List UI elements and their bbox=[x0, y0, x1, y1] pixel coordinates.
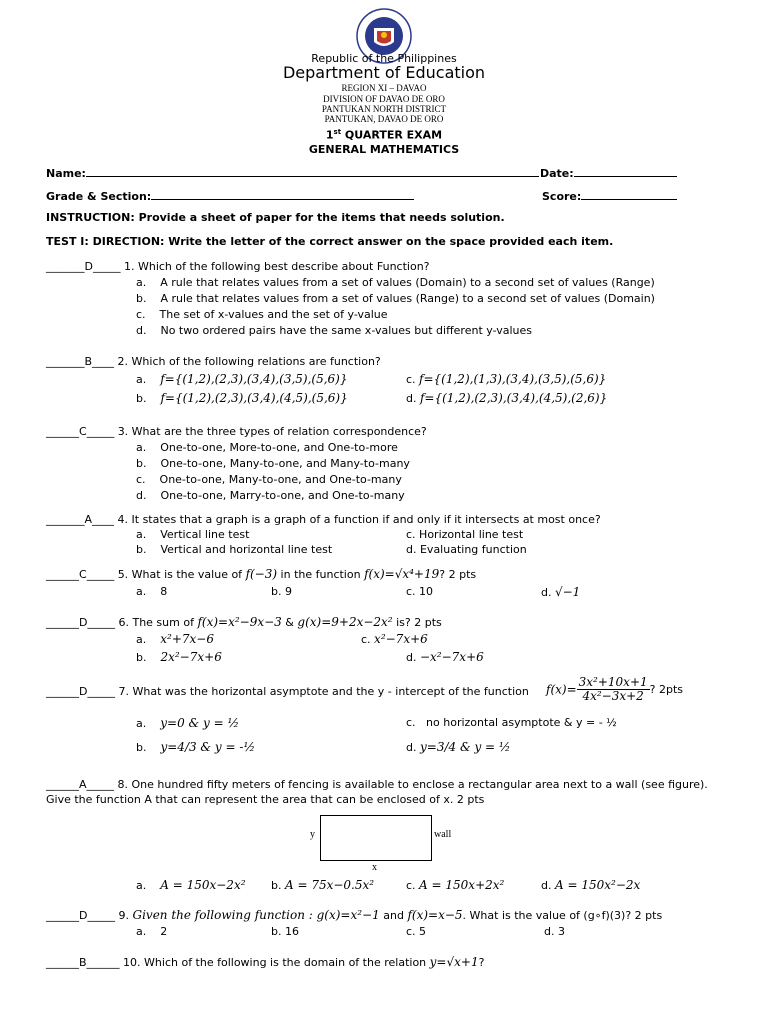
q7-option-a: a. y=0 & y = ½ bbox=[136, 716, 240, 730]
question-5: ______C_____ 5. What is the value of f(−3) in the function f(x)=√x⁴+19? 2 pts bbox=[46, 567, 477, 581]
instruction-text: INSTRUCTION: Provide a sheet of paper for the items that needs solution. bbox=[46, 211, 505, 224]
question-3: ______C_____ 3. What are the three types of relation correspondence? bbox=[46, 425, 427, 438]
region-label: REGION XI – DAVAO bbox=[341, 83, 427, 93]
q7-option-c: c. no horizontal asymptote & y = - ½ bbox=[406, 716, 617, 729]
q5-option-c: c. 10 bbox=[406, 585, 434, 598]
question-8: ______A_____ 8. One hundred fifty meters of fencing is available to enclose a rectangular area next to a wall (see figure). bbox=[46, 778, 708, 791]
date-field[interactable]: Date: bbox=[540, 166, 677, 180]
score-field[interactable]: Score: bbox=[542, 189, 677, 203]
q3-option-b: b. One-to-one, Many-to-one, and Many-to-many bbox=[136, 457, 410, 470]
question-8-line2: Give the function A that can represent the area that can be enclosed of x. 2 pts bbox=[46, 793, 485, 806]
fence-figure bbox=[320, 815, 432, 861]
figure-wall-label: wall bbox=[434, 829, 452, 840]
question-1: _______D_____ 1. Which of the following best describe about Function? bbox=[46, 260, 430, 273]
test1-direction: TEST I: DIRECTION: Write the letter of the correct answer on the space provided each item. bbox=[46, 235, 614, 248]
q8-option-d: d. A = 150x²−2x bbox=[541, 878, 641, 892]
figure-y-label: y bbox=[310, 829, 315, 840]
q9-option-c: c. 5 bbox=[406, 925, 427, 938]
question-2: _______B____ 2. Which of the following relations are function? bbox=[46, 355, 381, 368]
q3-option-a: a. One-to-one, More-to-one, and One-to-more bbox=[136, 441, 398, 454]
question-7-function: f(x)= $\frac{\text{3x²+10x+1}}{\text{4x²−3x+2}}$ ? 2pts bbox=[546, 675, 684, 703]
q6-option-b: b. 2x²−7x+6 bbox=[136, 650, 222, 664]
q9-option-a: a. 2 bbox=[136, 925, 168, 938]
q3-option-d: d. One-to-one, Marry-to-one, and One-to-many bbox=[136, 489, 405, 502]
question-7-text: ______D_____ 7. What was the horizontal asymptote and the y - intercept of the function bbox=[46, 685, 529, 698]
q2-option-c: c. f={(1,2),(1,3),(3,4),(3,5),(5,6)} bbox=[406, 372, 607, 386]
q5-option-d: d. √−1 bbox=[541, 585, 581, 599]
q5-option-a: a. 8 bbox=[136, 585, 168, 598]
q1-option-d: d. No two ordered pairs have the same x-values but different y-values bbox=[136, 324, 533, 337]
q1-option-c: c. The set of x-values and the set of y-value bbox=[136, 308, 388, 321]
q6-option-c: c. x²−7x+6 bbox=[361, 632, 428, 646]
question-9: ______D_____ 9. Given the following function : g(x)=x²−1 and f(x)=x−5. What is the value of (g∘f)(3)? 2 pts bbox=[46, 908, 663, 922]
q2-option-b: b. f={(1,2),(2,3),(3,4),(4,5),(5,6)} bbox=[136, 391, 348, 405]
q4-option-b: b. Vertical and horizontal line test bbox=[136, 543, 333, 556]
q4-option-d: d. Evaluating function bbox=[406, 543, 527, 556]
subject-title: GENERAL MATHEMATICS bbox=[308, 143, 460, 156]
q8-option-a: a. A = 150x−2x² bbox=[136, 878, 246, 892]
q2-option-d: d. f={(1,2),(2,3),(3,4),(4,5),(2,6)} bbox=[406, 391, 608, 405]
question-6: ______D_____ 6. The sum of f(x)=x²−9x−3 & g(x)=9+2x−2x² is? 2 pts bbox=[46, 615, 442, 629]
q7-option-d: d. y=3/4 & y = ½ bbox=[406, 740, 511, 754]
division-label: DIVISION OF DAVAO DE ORO bbox=[323, 94, 445, 104]
grade-section-field[interactable]: Grade & Section: bbox=[46, 189, 414, 203]
q7-option-b: b. y=4/3 & y = -½ bbox=[136, 740, 256, 754]
figure-x-label: x bbox=[372, 862, 377, 873]
name-field[interactable]: Name: bbox=[46, 166, 539, 180]
q8-option-b: b. A = 75x−0.5x² bbox=[271, 878, 375, 892]
q6-option-d: d. −x²−7x+6 bbox=[406, 650, 484, 664]
q5-option-b: b. 9 bbox=[271, 585, 292, 598]
q8-option-c: c. A = 150x+2x² bbox=[406, 878, 505, 892]
exam-title: 1st QUARTER EXAM bbox=[325, 128, 443, 142]
q9-option-b: b. 16 bbox=[271, 925, 299, 938]
q6-option-a: a. x²+7x−6 bbox=[136, 632, 214, 646]
q9-option-d: d. 3 bbox=[544, 925, 565, 938]
q1-option-b: b. A rule that relates values from a set of values (Range) to a second set of values (Domain) bbox=[136, 292, 655, 305]
q4-option-a: a. Vertical line test bbox=[136, 528, 250, 541]
question-4: _______A____ 4. It states that a graph is a graph of a function if and only if it intersects at most once? bbox=[46, 513, 601, 526]
district-label: PANTUKAN NORTH DISTRICT bbox=[321, 104, 447, 114]
q4-option-c: c. Horizontal line test bbox=[406, 528, 524, 541]
location-label: PANTUKAN, DAVAO DE ORO bbox=[324, 114, 444, 124]
q3-option-c: c. One-to-one, Many-to-one, and One-to-many bbox=[136, 473, 402, 486]
department-title: Department of Education bbox=[282, 63, 486, 82]
republic-label: Republic of the Philippines bbox=[311, 52, 457, 65]
question-10: ______B______ 10. Which of the following is the domain of the relation y=√x+1? bbox=[46, 955, 485, 969]
q2-option-a: a. f={(1,2),(2,3),(3,4),(3,5),(5,6)} bbox=[136, 372, 348, 386]
q1-option-a: a. A rule that relates values from a set of values (Domain) to a second set of values (Range) bbox=[136, 276, 655, 289]
